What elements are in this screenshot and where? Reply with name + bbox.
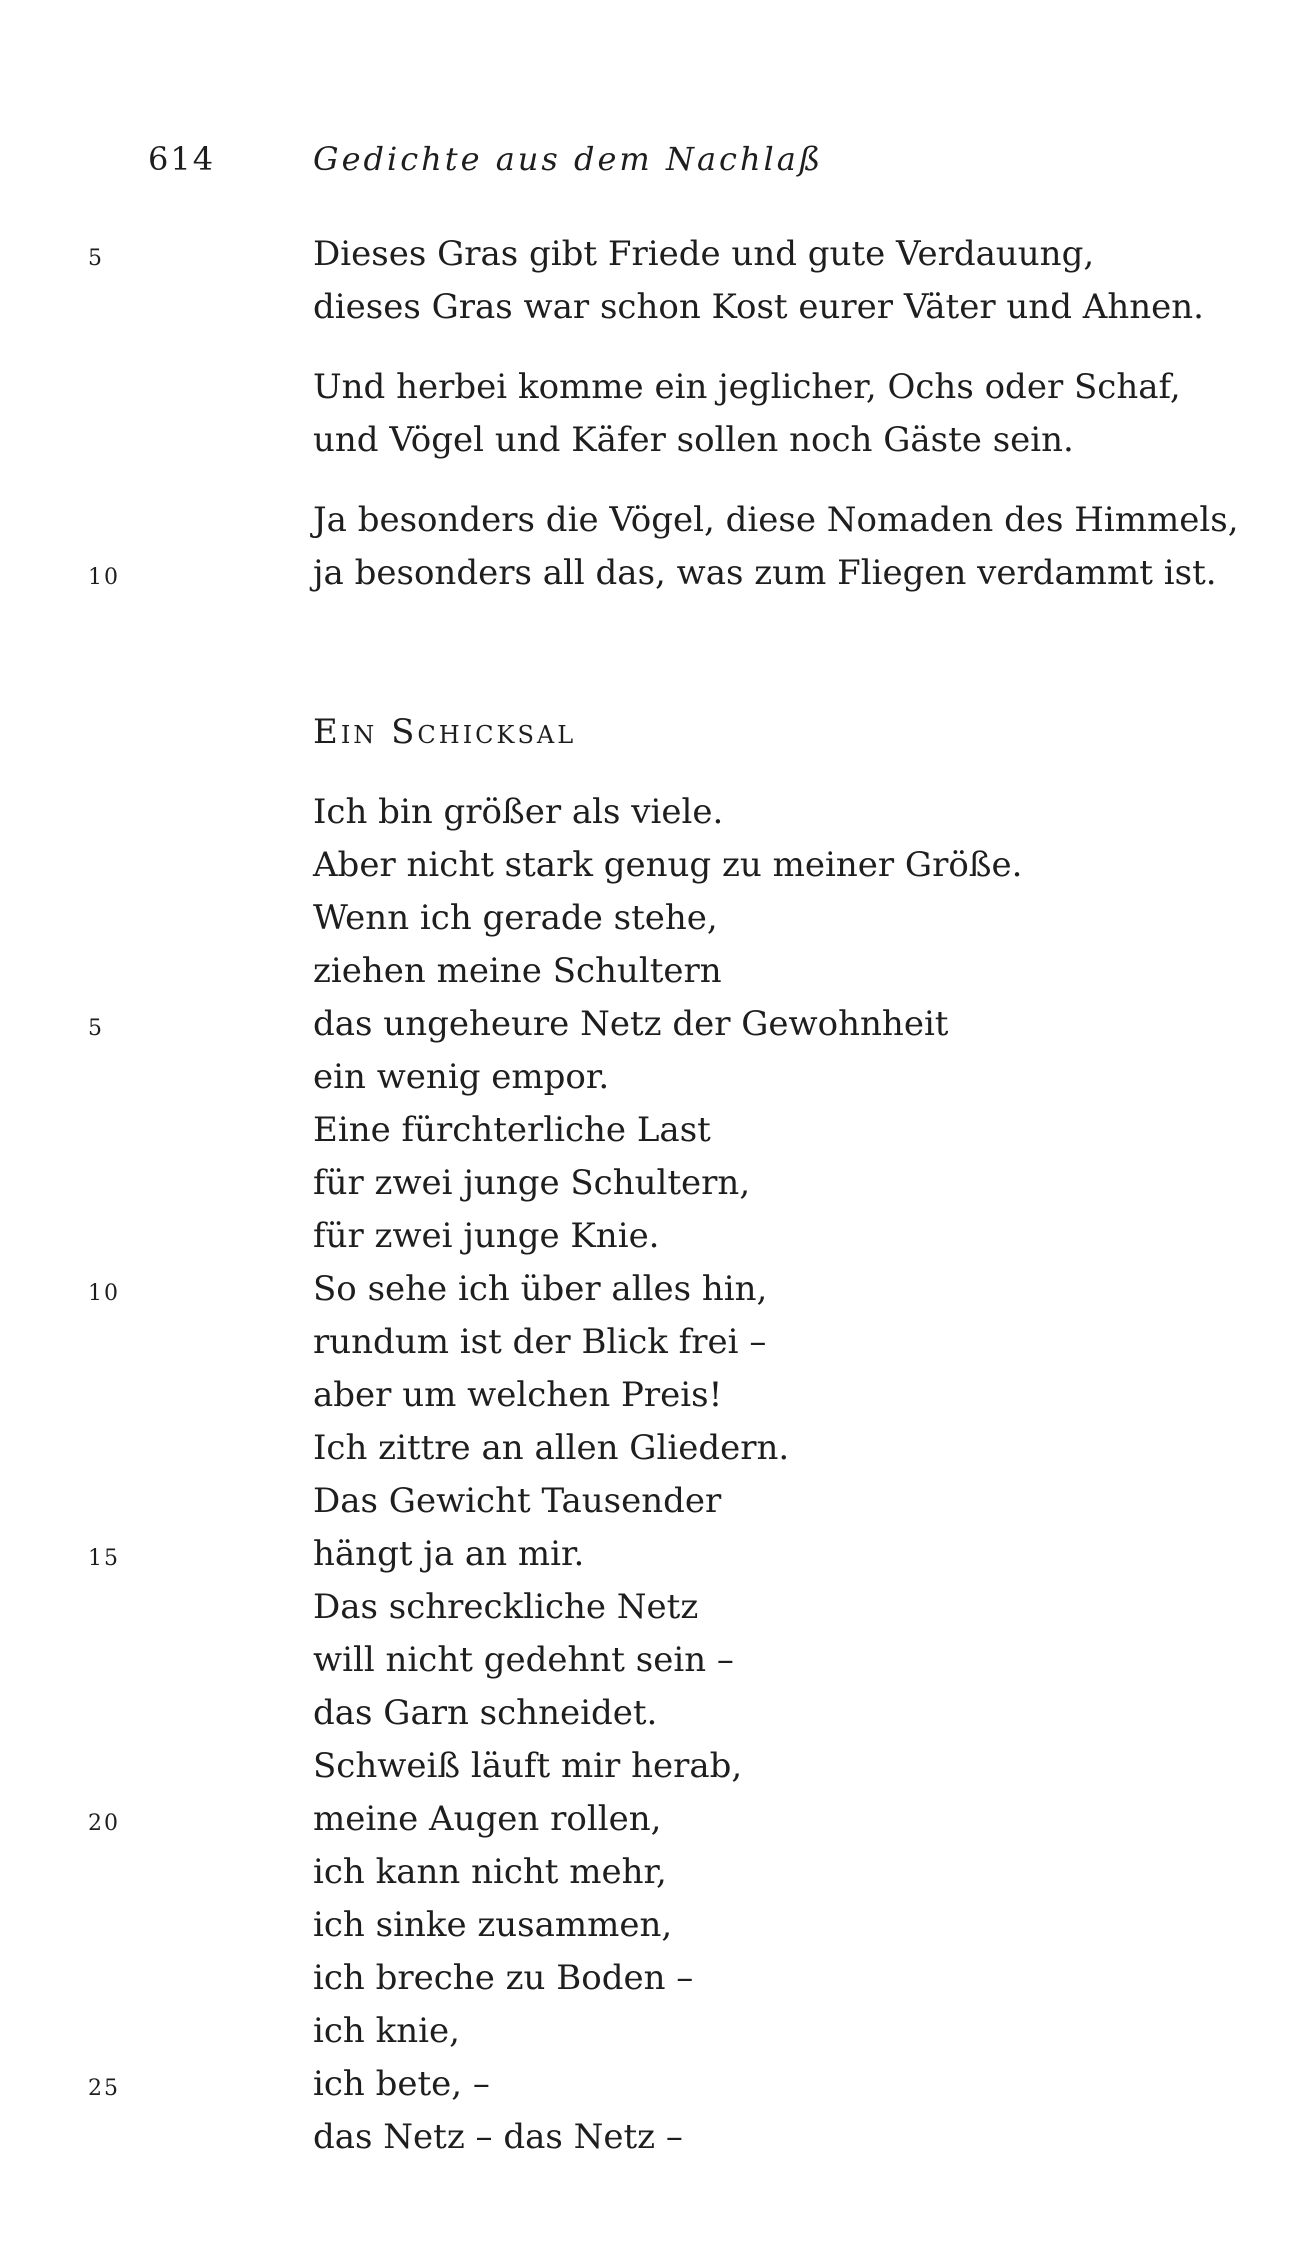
verse-line	[0, 1899, 1294, 1952]
verse-text: meine Augen rollen,	[313, 1799, 662, 1839]
verse-line	[0, 228, 1294, 281]
verse-text: Ja besonders die Vögel, diese Nomaden des Himmels,	[313, 500, 1239, 540]
verse-text: rundum ist der Blick frei –	[313, 1322, 767, 1362]
verse-text: das Netz – das Netz –	[313, 2117, 683, 2157]
verse-line	[0, 1263, 1294, 1316]
verse-line	[0, 1740, 1294, 1793]
verse-text: das ungeheure Netz der Gewohnheit	[313, 1004, 949, 1044]
verse-text: Das schreckliche Netz	[313, 1587, 699, 1627]
verse-line	[0, 1316, 1294, 1369]
line-number: 10	[88, 565, 120, 590]
verse-line	[0, 494, 1294, 547]
verse-text: ich knie,	[313, 2011, 460, 2051]
verse-text: für zwei junge Knie.	[313, 1216, 660, 1256]
verse-line	[0, 1687, 1294, 1740]
verse-line	[0, 2111, 1294, 2164]
verse-text: ich bete, –	[313, 2064, 490, 2104]
verse-line	[0, 547, 1294, 600]
verse-line	[0, 1369, 1294, 1422]
verse-text: Wenn ich gerade stehe,	[313, 898, 718, 938]
verse-line	[0, 1846, 1294, 1899]
line-number: 5	[88, 246, 104, 271]
verse-line	[0, 2058, 1294, 2111]
verse-text: und Vögel und Käfer sollen noch Gäste sein.	[313, 420, 1074, 460]
verse-text: Ich zittre an allen Gliedern.	[313, 1428, 790, 1468]
verse-text: Ich bin größer als viele.	[313, 792, 724, 832]
verse-text: hängt ja an mir.	[313, 1534, 585, 1574]
stanza-gap	[0, 334, 1294, 361]
poem-body	[0, 786, 1294, 2164]
verse-line	[0, 892, 1294, 945]
verse-line	[0, 998, 1294, 1051]
verse-line	[0, 1528, 1294, 1581]
verse-text: ziehen meine Schultern	[313, 951, 722, 991]
line-number: 5	[88, 1016, 104, 1041]
line-number: 15	[88, 1546, 120, 1571]
verse-text: aber um welchen Preis!	[313, 1375, 723, 1415]
verse-line	[0, 1210, 1294, 1263]
verse-line	[0, 414, 1294, 467]
poem-title: Ein Schicksal	[313, 712, 577, 752]
verse-line	[0, 361, 1294, 414]
verse-text: ich kann nicht mehr,	[313, 1852, 667, 1892]
verse-line	[0, 945, 1294, 998]
verse-line	[0, 786, 1294, 839]
verse-text: Eine fürchterliche Last	[313, 1110, 711, 1150]
verse-line	[0, 1422, 1294, 1475]
verse-line	[0, 2005, 1294, 2058]
verse-text: ich sinke zusammen,	[313, 1905, 673, 1945]
verse-text: ein wenig empor.	[313, 1057, 610, 1097]
verse-text: das Garn schneidet.	[313, 1693, 658, 1733]
verse-text: ich breche zu Boden –	[313, 1958, 694, 1998]
page-number: 614	[148, 140, 216, 178]
previous-poem-ending	[0, 228, 1294, 600]
line-number: 20	[88, 1811, 120, 1836]
verse-line	[0, 839, 1294, 892]
verse-text: Schweiß läuft mir herab,	[313, 1746, 743, 1786]
verse-text: für zwei junge Schultern,	[313, 1163, 751, 1203]
verse-text: Das Gewicht Tausender	[313, 1481, 722, 1521]
verse-text: Und herbei komme ein jeglicher, Ochs oder Schaf,	[313, 367, 1181, 407]
verse-text: will nicht gedehnt sein –	[313, 1640, 734, 1680]
verse-text: Aber nicht stark genug zu meiner Größe.	[313, 845, 1023, 885]
verse-line	[0, 1952, 1294, 2005]
verse-line	[0, 1051, 1294, 1104]
page-header	[0, 140, 1294, 200]
verse-line	[0, 281, 1294, 334]
stanza-gap	[0, 467, 1294, 494]
line-number: 25	[88, 2076, 120, 2101]
verse-line	[0, 1104, 1294, 1157]
verse-text: Dieses Gras gibt Friede und gute Verdauung,	[313, 234, 1095, 274]
verse-line	[0, 1634, 1294, 1687]
verse-line	[0, 1475, 1294, 1528]
running-title: Gedichte aus dem Nachlaß	[313, 140, 824, 178]
verse-line	[0, 1581, 1294, 1634]
verse-text: ja besonders all das, was zum Fliegen verdammt ist.	[313, 553, 1217, 593]
verse-text: So sehe ich über alles hin,	[313, 1269, 768, 1309]
verse-line	[0, 1157, 1294, 1210]
verse-text: dieses Gras war schon Kost eurer Väter und Ahnen.	[313, 287, 1204, 327]
verse-line	[0, 1793, 1294, 1846]
line-number: 10	[88, 1281, 120, 1306]
